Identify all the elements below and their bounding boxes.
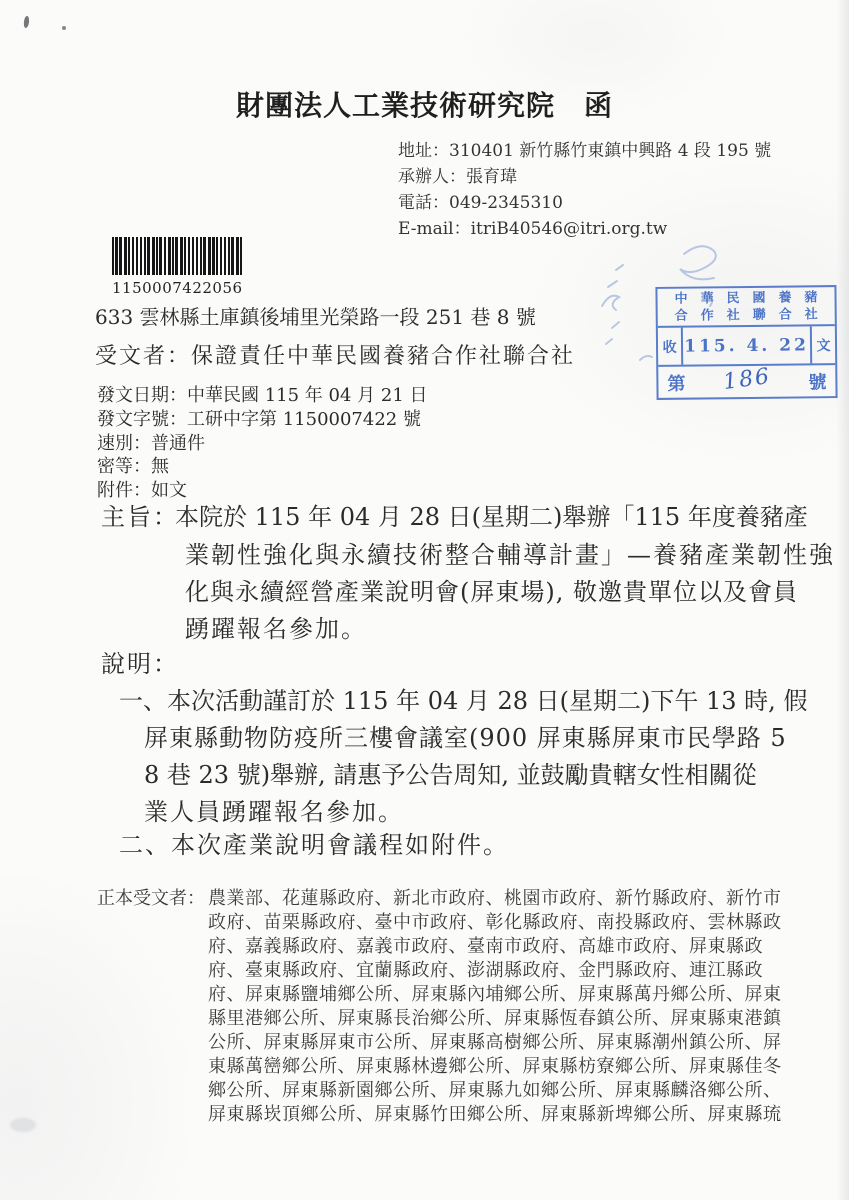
stamp-doc-char: 文 [810,326,835,363]
cc-line-7: 公所、屏東縣屏東市公所、屏東縣高樹鄉公所、屏東縣潮州鎮公所、屏 [208,1032,782,1053]
stamp-date: 115. 4. 22 [684,334,809,357]
description-item1-line-2: 屏東縣動物防疫所三樓會議室(900 屏東縣屏東市民學路 5 [144,724,787,752]
meta-issue-date: 發文日期：中華民國 115 年 04 月 21 日 [97,385,428,406]
stamp-number-prefix: 第 [667,373,686,395]
cc-line-5: 府、屏東縣鹽埔鄉公所、屏東縣內埔鄉公所、屏東縣萬丹鄉公所、屏東 [208,984,782,1005]
cc-line-4: 府、臺東縣政府、宜蘭縣政府、澎湖縣政府、金門縣政府、連江縣政 [208,960,763,981]
stamp-org-line1: 中華民國養豬 [674,289,831,307]
sender-phone: 電話：049-2345310 [398,193,563,213]
sender-email: E-mail：itriB40546@itri.org.tw [398,219,668,239]
paper-dot-smudge [62,26,66,30]
description-item1-line-1: 一、本次活動謹訂於 115 年 04 月 28 日(星期二)下午 13 時, 假 [119,687,808,715]
meta-attachment: 附件：如文 [97,480,187,501]
stamp-receive-char: 收 [658,328,683,365]
stamp-org-line2: 合作社聯合社 [674,306,831,324]
meta-security: 密等：無 [97,456,169,477]
barcode [112,237,242,275]
receipt-stamp [655,285,837,400]
recipient-line: 受文者：保證責任中華民國養豬合作社聯合社 [95,344,576,369]
recipient-zip-address: 633 雲林縣土庫鎮後埔里光榮路一段 251 巷 8 號 [95,305,536,329]
cc-line-8: 東縣萬巒鄉公所、屏東縣林邊鄉公所、屏東縣枋寮鄉公所、屏東縣佳冬 [208,1056,782,1077]
paper-smudge [23,16,30,29]
stamp-number-row [658,365,835,398]
sender-contact-person: 承辦人：張育瑋 [398,167,517,187]
stamp-number-handwritten: 186 [721,363,773,396]
description-label: 說明： [101,650,179,678]
subject-label: 主旨： [101,503,179,531]
stamp-org-name [657,287,834,328]
cc-label: 正本受文者： [97,888,205,909]
stamp-date-row [658,326,835,367]
description-item2: 二、本次產業說明會議程如附件。 [119,831,509,859]
barcode-number: 1150007422056 [112,279,243,297]
sender-address: 地址：310401 新竹縣竹東鎮中興路 4 段 195 號 [398,141,772,161]
description-item1-line-3: 8 巷 23 號)舉辦, 請惠予公告周知, 並鼓勵貴轄女性相關從 [144,761,757,789]
cc-line-3: 府、嘉義縣政府、嘉義市政府、臺南市政府、高雄市政府、屏東縣政 [208,936,763,957]
subject-line-1: 本院於 115 年 04 月 28 日(星期二)舉辦「115 年度養豬產 [175,503,808,531]
cc-line-6: 縣里港鄉公所、屏東縣長治鄉公所、屏東縣恆春鎮公所、屏東縣東港鎮 [208,1008,782,1029]
paper-edge-smudge [10,1118,36,1132]
cc-line-9: 鄉公所、屏東縣新園鄉公所、屏東縣九如鄉公所、屏東縣麟洛鄉公所、 [208,1080,782,1101]
subject-line-3: 化與永續經營產業說明會(屏東場), 敬邀貴單位以及會員 [185,578,798,606]
cc-line-1: 農業部、花蓮縣政府、新北市政府、桃園市政府、新竹縣政府、新竹市 [208,888,782,909]
subject-line-2: 業韌性強化與永續技術整合輔導計畫」—養豬產業韌性強 [185,541,835,569]
meta-doc-number: 發文字號：工研中字第 1150007422 號 [97,409,421,430]
meta-priority: 速別：普通件 [97,433,205,454]
description-item1-line-4: 業人員踴躍報名參加。 [144,798,404,826]
stamp-number-suffix: 號 [808,371,827,393]
subject-line-4: 踴躍報名參加。 [185,615,367,643]
cc-line-10: 屏東縣崁頂鄉公所、屏東縣竹田鄉公所、屏東縣新埤鄉公所、屏東縣琉 [208,1104,782,1125]
cc-line-2: 政府、苗栗縣政府、臺中市政府、彰化縣政府、南投縣政府、雲林縣政 [208,912,782,933]
document-title: 財團法人工業技術研究院 函 [235,89,613,122]
